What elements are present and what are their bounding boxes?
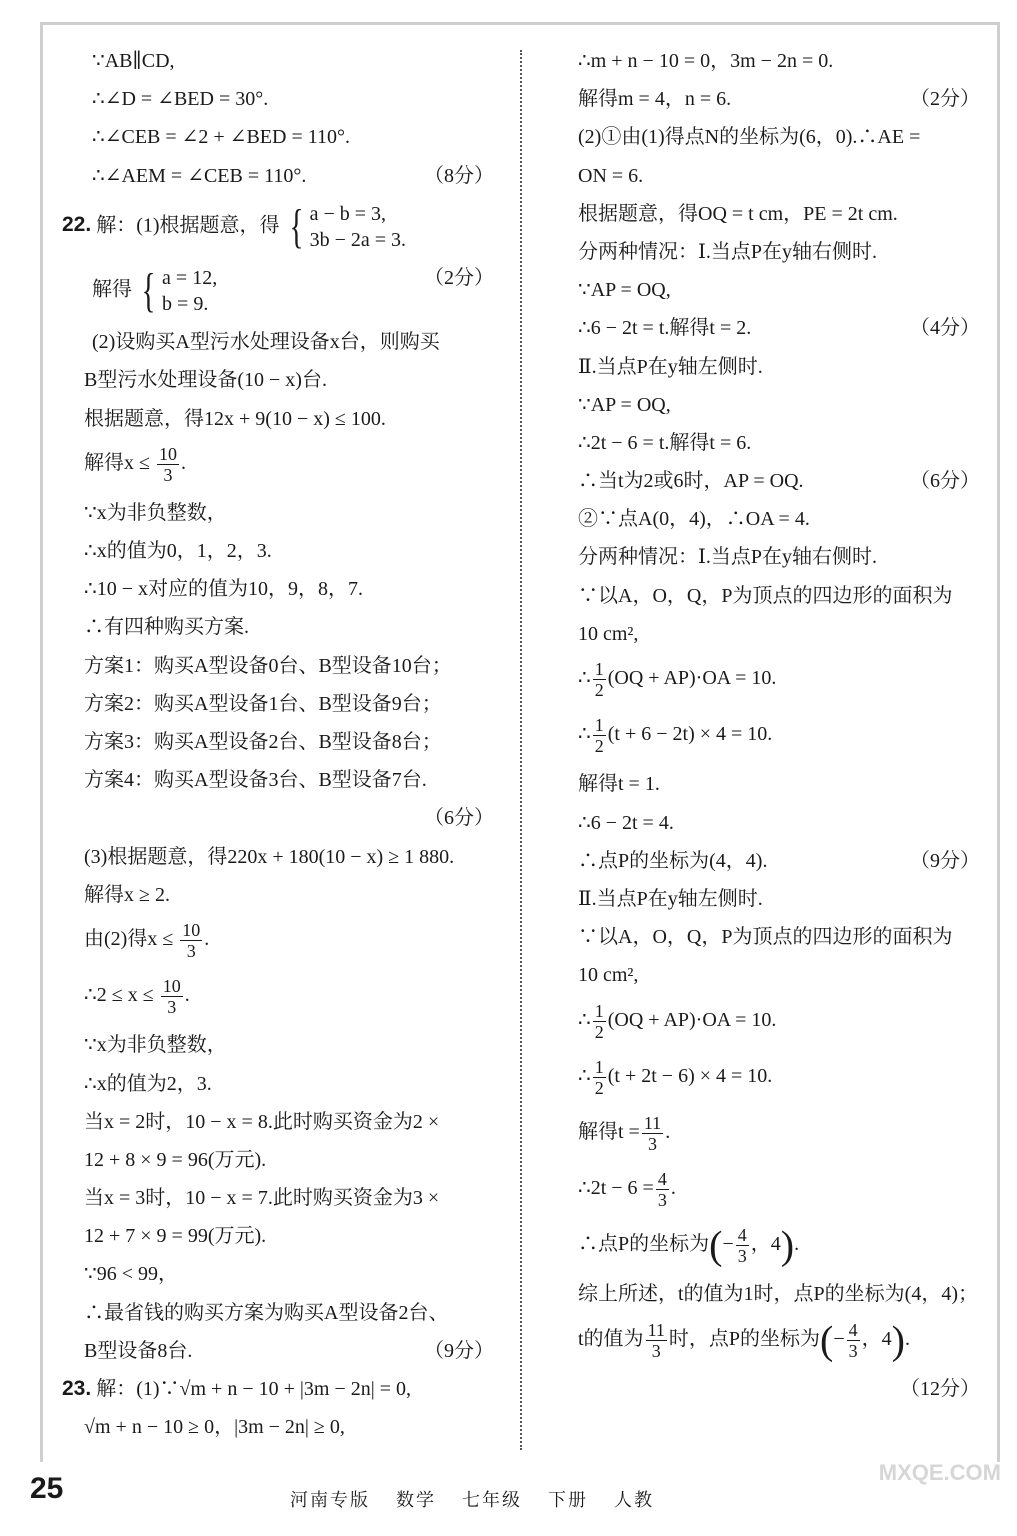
solution-line: ∵以A，O，Q，P为顶点的四边形的面积为 — [578, 584, 953, 607]
solution-line: (3)根据题意，得220x + 180(10 − x) ≥ 1 880. — [84, 845, 455, 868]
solution-line: 解得 { a = 12, b = 9. （2分） — [92, 263, 494, 317]
solution-line — [84, 805, 494, 831]
book-info: 河南专版 数学 七年级 下册 人教 — [290, 1490, 654, 1510]
solution-line: ∴当t为2或6时，AP = OQ. （6分） — [578, 470, 980, 493]
solution-line: 根据题意，得OQ = t cm，PE = 2t cm. — [578, 202, 898, 225]
page-number: 25 — [30, 1472, 64, 1505]
solution-line: 分两种情况：Ⅰ.当点P在y轴右侧时. — [578, 240, 878, 263]
solution-line: ∴ $\frac{1}{2}$ (OQ + AP)·OA = 10. — [578, 1000, 777, 1042]
column-divider — [520, 50, 522, 1450]
fraction: $\frac{11}{3}$ — [643, 1112, 662, 1154]
solution-line: B型设备8台. （9分） — [84, 1339, 494, 1362]
solution-line: ∴2t − 6 = t.解得t = 6. — [578, 431, 752, 454]
fraction: $\frac{1}{2}$ — [594, 1000, 604, 1042]
solution-line: 解得t = 1. — [578, 773, 660, 796]
solution-line: √m + n − 10 ≥ 0，|3m − 2n| ≥ 0, — [84, 1416, 345, 1439]
solution-line: ∴6 − 2t = t.解得t = 2. （4分） — [578, 317, 980, 340]
solution-line: ∵AP = OQ, — [578, 393, 671, 416]
solution-line: ∴2t − 6 = $\frac{4}{3}$ . — [578, 1169, 676, 1211]
solution-line: (2)设购买A型污水处理设备x台，则购买 — [92, 331, 440, 354]
score-mark: （8分） — [424, 164, 494, 187]
fraction: $\frac{10}{3}$ — [182, 919, 201, 961]
fraction: $\frac{1}{2}$ — [594, 659, 604, 700]
solution-line: 解得m = 4，n = 6. （2分） — [578, 88, 980, 111]
solution-line: ∴∠CEB = ∠2 + ∠BED = 110°. — [92, 126, 350, 149]
solution-line: 方案4：购买A型设备3台、B型设备7台. — [84, 769, 427, 792]
equation-system: { a = 12, b = 9. — [141, 263, 218, 317]
solution-line: ∴m + n − 10 = 0，3m − 2n = 0. — [578, 50, 834, 72]
solution-line — [578, 1376, 988, 1402]
solution-line: ∴ $\frac{1}{2}$ (OQ + AP)·OA = 10. — [578, 659, 777, 700]
fraction: $\frac{11}{3}$ — [647, 1319, 665, 1361]
solution-line: 当x = 3时，10 − x = 7.此时购买资金为3 × — [84, 1187, 440, 1210]
solution-line: 当x = 2时，10 − x = 8.此时购买资金为2 × — [84, 1110, 440, 1133]
question-number: 23. — [62, 1377, 92, 1400]
solution-line: ∴∠AEM = ∠CEB = 110°. （8分） — [92, 164, 494, 187]
solution-line: (2)①由(1)得点N的坐标为(6，0).∴AE = — [578, 126, 921, 149]
solution-line: ②∵点A(0，4)，∴OA = 4. — [578, 508, 810, 531]
solution-line: ∴最省钱的购买方案为购买A型设备2台、 — [84, 1301, 449, 1324]
solution-line: 12 + 8 × 9 = 96(万元). — [84, 1148, 267, 1171]
fraction: $\frac{4}{3}$ — [848, 1319, 858, 1361]
right-column — [578, 48, 988, 1414]
solution-line: 12 + 7 × 9 = 99(万元). — [84, 1225, 267, 1248]
solution-line: 10 cm², — [578, 622, 639, 645]
question-22-header: 22. 解：(1)根据题意，得 { a − b = 3, 3b − 2a = 3. — [62, 199, 407, 253]
score-mark: （4分） — [910, 317, 980, 340]
solution-line: 方案2：购买A型设备1台、B型设备9台； — [84, 692, 442, 715]
watermark: MXQE.COM — [878, 1460, 1001, 1485]
score-mark: （9分） — [424, 1339, 494, 1362]
solution-line: 解得x ≥ 2. — [84, 883, 170, 906]
solution-line: ∵x为非负整数， — [84, 501, 227, 524]
solution-line: 解得t = $\frac{11}{3}$ . — [578, 1112, 671, 1154]
solution-line: ∴点P的坐标为(− $\frac{4}{3}$ ，4). — [578, 1222, 800, 1268]
page-footer — [30, 1472, 990, 1520]
score-mark: （6分） — [910, 470, 980, 493]
solution-line: 方案3：购买A型设备2台、B型设备8台； — [84, 731, 442, 753]
question-number: 22. — [62, 213, 92, 237]
solution-line: 由(2)得x ≤ $\frac{10}{3}$ . — [84, 919, 210, 961]
solution-line: ∴有四种购买方案. — [84, 616, 249, 639]
left-column — [62, 48, 494, 1452]
solution-line: 根据题意，得12x + 9(10 − x) ≤ 100. — [84, 407, 386, 430]
fraction: $\frac{1}{2}$ — [594, 1056, 604, 1098]
solution-line: ∵以A，O，Q，P为顶点的四边形的面积为 — [578, 926, 953, 949]
solution-line: ∴2 ≤ x ≤ $\frac{10}{3}$ . — [84, 976, 190, 1018]
solution-line: 综上所述，t的值为1时，点P的坐标为(4，4)； — [578, 1283, 978, 1306]
score-mark: （9分） — [910, 849, 980, 872]
fraction: $\frac{1}{2}$ — [594, 715, 604, 757]
score-mark: （2分） — [910, 88, 980, 111]
solution-line: Ⅱ.当点P在y轴左侧时. — [578, 887, 763, 910]
solution-line: 分两种情况：Ⅰ.当点P在y轴右侧时. — [578, 546, 878, 569]
solution-line: ∴6 − 2t = 4. — [578, 811, 674, 834]
solution-line: ON = 6. — [578, 164, 644, 187]
solution-line: ∵AP = OQ, — [578, 279, 671, 302]
score-mark: （2分） — [424, 266, 494, 289]
score-mark: （12分） — [900, 1377, 980, 1400]
solution-line: t的值为 $\frac{11}{3}$ 时，点P的坐标为(− $\frac{4}{3}$ ，4). — [578, 1317, 910, 1363]
score-mark: （6分） — [424, 807, 494, 830]
solution-line: ∴ $\frac{1}{2}$ (t + 6 − 2t) × 4 = 10. — [578, 715, 773, 757]
solution-line: ∵96 < 99， — [84, 1263, 179, 1286]
solution-line: ∴点P的坐标为(4，4). （9分） — [578, 849, 980, 872]
solution-line: ∴∠D = ∠BED = 30°. — [92, 88, 269, 111]
fraction: $\frac{10}{3}$ — [158, 443, 177, 485]
solution-line: 方案1：购买A型设备0台、B型设备10台； — [84, 654, 452, 677]
solution-line: ∵x为非负整数， — [84, 1034, 227, 1057]
solution-line: ∴10 − x对应的值为10，9，8，7. — [84, 578, 364, 601]
solution-line: B型污水处理设备(10 − x)台. — [84, 369, 327, 392]
fraction: $\frac{4}{3}$ — [657, 1169, 667, 1211]
question-23-header: 23. 解：(1)∵√m + n − 10 + |3m − 2n| = 0, — [62, 1377, 412, 1400]
solution-line: ∴ $\frac{1}{2}$ (t + 2t − 6) × 4 = 10. — [578, 1056, 773, 1098]
solution-line: 10 cm², — [578, 964, 639, 987]
fraction: $\frac{4}{3}$ — [737, 1225, 747, 1267]
fraction: $\frac{10}{3}$ — [162, 976, 181, 1018]
solution-line: ∵AB∥CD, — [92, 50, 175, 72]
solution-line: ∴x的值为0，1，2，3. — [84, 540, 272, 563]
solution-line: 解得x ≤ $\frac{10}{3}$ . — [84, 443, 186, 485]
equation-system: { a − b = 3, 3b − 2a = 3. — [289, 199, 407, 253]
solution-line: Ⅱ.当点P在y轴左侧时. — [578, 355, 763, 378]
solution-line: ∴x的值为2，3. — [84, 1072, 212, 1095]
